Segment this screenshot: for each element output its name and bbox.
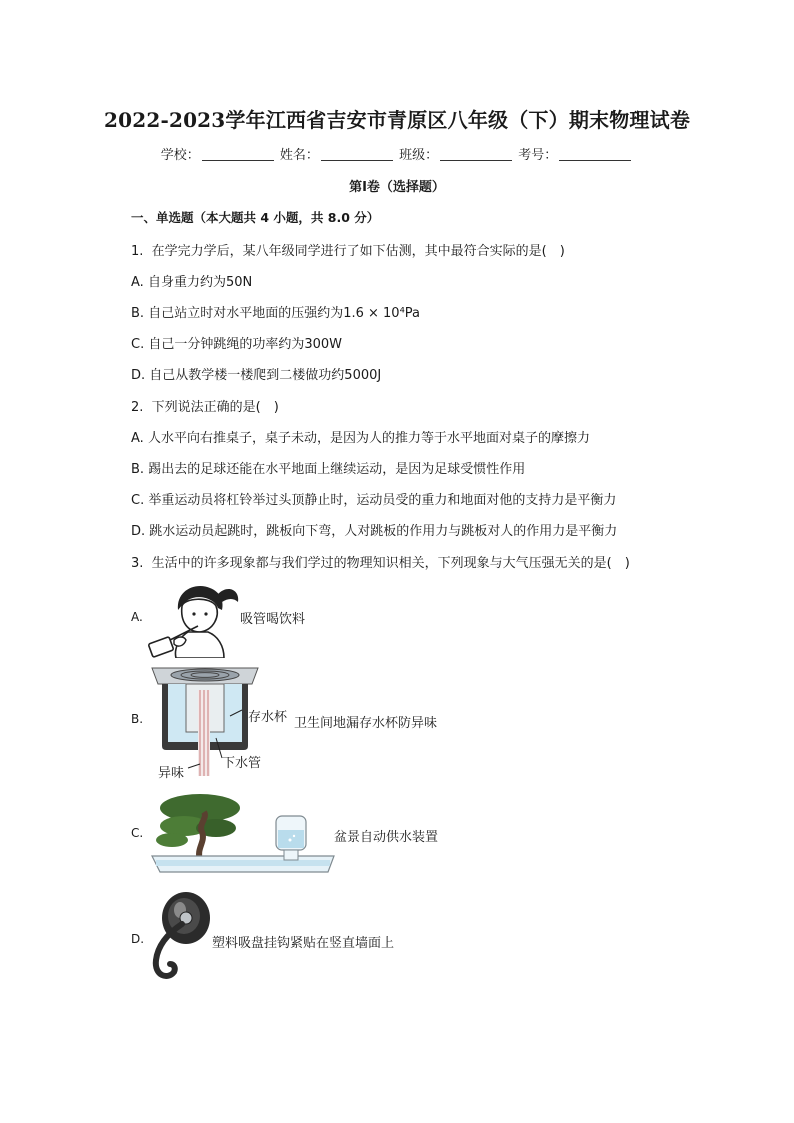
question-number: 2. bbox=[131, 400, 144, 415]
q1-option-d[interactable] bbox=[131, 364, 381, 383]
question-text: 下列说法正确的是( ) bbox=[151, 400, 279, 415]
odor-label: 异味 bbox=[158, 766, 185, 781]
girl-drinking-straw-illustration bbox=[148, 580, 244, 658]
option-letter: A. bbox=[131, 431, 144, 446]
option-letter: B. bbox=[131, 306, 145, 321]
q3-option-d-text[interactable]: 塑料吸盘挂钩紧贴在竖直墙面上 bbox=[212, 936, 395, 951]
question-2 bbox=[131, 396, 279, 415]
question-text: 生活中的许多现象都与我们学过的物理知识相关，下列现象与大气压强无关的是( ) bbox=[151, 556, 630, 571]
q2-option-b[interactable] bbox=[131, 458, 525, 477]
q3-option-c-text[interactable]: 盆景自动供水装置 bbox=[334, 830, 439, 845]
school-label: 学校： bbox=[160, 148, 200, 163]
option-text: 人水平向右推桌子，桌子未动，是因为人的推力等于水平地面对桌子的摩擦力 bbox=[147, 431, 590, 446]
q1-option-c[interactable] bbox=[131, 333, 342, 352]
question-3 bbox=[131, 552, 630, 571]
q2-option-a[interactable] bbox=[131, 427, 590, 446]
cup-label: 存水杯 bbox=[248, 710, 288, 725]
option-letter: C. bbox=[131, 493, 145, 508]
option-letter: C. bbox=[131, 337, 145, 352]
q3-option-c-letter[interactable]: C. bbox=[131, 826, 144, 840]
q3-option-b-letter[interactable]: B. bbox=[131, 712, 144, 726]
question-1 bbox=[131, 240, 565, 259]
q2-option-d[interactable] bbox=[131, 520, 617, 539]
option-text: 举重运动员将杠铃举过头顶静止时，运动员受的重力和地面对他的支持力是平衡力 bbox=[148, 493, 617, 508]
name-label: 姓名： bbox=[279, 148, 319, 163]
option-letter: D. bbox=[131, 524, 146, 539]
number-blank[interactable] bbox=[559, 146, 631, 161]
option-text: 自己一分钟跳绳的功率约为300W bbox=[148, 337, 343, 352]
option-text: 自己从教学楼一楼爬到二楼做功约5000J bbox=[149, 368, 382, 383]
suction-cup-hook-illustration bbox=[148, 888, 214, 984]
q1-option-a[interactable] bbox=[131, 271, 252, 290]
option-text: 自身重力约为50N bbox=[147, 275, 253, 290]
drain-pipe-label: 下水管 bbox=[222, 756, 262, 771]
name-blank[interactable] bbox=[321, 146, 393, 161]
q3-option-a-letter[interactable]: A. bbox=[131, 610, 143, 624]
option-letter: A. bbox=[131, 275, 144, 290]
q3-option-b-text[interactable]: 卫生间地漏存水杯防异味 bbox=[294, 716, 438, 731]
option-letter: B. bbox=[131, 462, 145, 477]
volume-heading: 第Ⅰ卷（选择题） bbox=[349, 180, 445, 195]
bonsai-watering-illustration bbox=[150, 786, 336, 878]
exam-title: 2022-2023学年江西省吉安市青原区八年级（下）期末物理试卷 bbox=[103, 108, 691, 132]
q3-option-a-text[interactable]: 吸管喝饮料 bbox=[240, 612, 306, 627]
question-text: 在学完力学后，某八年级同学进行了如下估测，其中最符合实际的是( ) bbox=[151, 244, 565, 259]
section-heading: 一、单选题（本大题共 4 小题，共 8.0 分） bbox=[131, 210, 380, 225]
q2-option-c[interactable] bbox=[131, 489, 616, 508]
question-number: 3. bbox=[131, 556, 144, 571]
question-number: 1. bbox=[131, 244, 144, 259]
q1-option-b[interactable] bbox=[131, 302, 420, 321]
q3-option-d-letter[interactable]: D. bbox=[131, 932, 145, 946]
class-blank[interactable] bbox=[440, 146, 512, 161]
student-info-row bbox=[0, 144, 794, 163]
option-text: 跳水运动员起跳时，跳板向下弯，人对跳板的作用力与跳板对人的作用力是平衡力 bbox=[149, 524, 618, 539]
class-label: 班级： bbox=[399, 148, 439, 163]
number-label: 考号： bbox=[518, 148, 558, 163]
option-text: 踢出去的足球还能在水平地面上继续运动，是因为足球受惯性作用 bbox=[148, 462, 526, 477]
option-letter: D. bbox=[131, 368, 146, 383]
school-blank[interactable] bbox=[202, 146, 274, 161]
option-text: 自己站立时对水平地面的压强约为1.6 × 10⁴Pa bbox=[148, 306, 421, 321]
